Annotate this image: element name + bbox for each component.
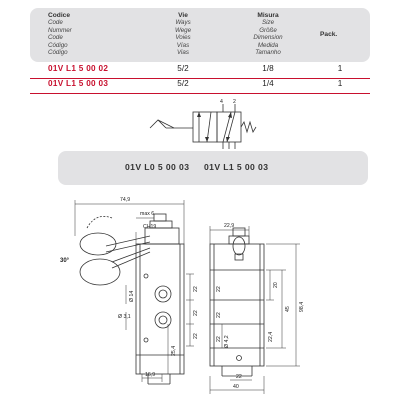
port-circle (155, 286, 171, 302)
dim-label: Ø 14 (129, 290, 135, 302)
dim-label: 16,9 (145, 372, 156, 378)
port-circle (155, 312, 171, 328)
dim-label: 22,9 (224, 223, 235, 229)
dim-label: 22 (193, 310, 199, 316)
row-pack: 1 (337, 79, 343, 88)
dim-label: 25,4 (171, 345, 177, 356)
dim-label: 22 (193, 286, 199, 292)
dim-label: 22 (216, 286, 222, 292)
lever-knob-icon (80, 233, 116, 255)
dim-label: 22 (193, 333, 199, 339)
dim-label: 74,9 (120, 197, 131, 203)
dim-label: 45 (285, 306, 291, 312)
front-view (210, 228, 264, 376)
dim-label: 98,4 (299, 301, 305, 312)
header-pack: Pack. (320, 31, 338, 38)
lever-knob-icon (80, 259, 120, 285)
row-size: 1/4 (262, 79, 274, 88)
dim-label: 22 (216, 336, 222, 342)
lever-head-icon (233, 237, 245, 255)
header-size: Misura Size Größe Dimension Medida Tamanho (253, 12, 283, 57)
row-size: 1/8 (262, 64, 274, 73)
row-ways: 5/2 (177, 79, 189, 88)
dim-label: 22 (216, 312, 222, 318)
row-code: 01V L1 5 00 03 (48, 79, 109, 88)
dim-label: Ø 3,1 (118, 314, 131, 320)
header-ways: Vie Ways Wege Voies Vías Vias (174, 12, 192, 57)
row-pack: 1 (337, 64, 343, 73)
dim-label: Ø 4,2 (224, 335, 230, 348)
dim-label: 30° (60, 258, 70, 264)
dim-label: CH19 (143, 224, 157, 230)
port-label: 2 (233, 99, 236, 105)
header-code: Codice Code Nummer Code Código Código (48, 12, 72, 57)
row-ways: 5/2 (177, 64, 189, 73)
row-code: 01V L1 5 00 02 (48, 64, 109, 73)
model-code: 01V L1 5 00 03 (204, 162, 269, 172)
dim-label: 20 (273, 282, 279, 288)
dim-label: max 6 (140, 211, 155, 217)
port-label: 4 (220, 99, 223, 105)
dim-label: 22 (236, 374, 242, 380)
dim-label: 22,4 (268, 331, 274, 342)
dim-label: 40 (233, 384, 239, 390)
model-code: 01V L0 5 00 03 (125, 162, 190, 172)
